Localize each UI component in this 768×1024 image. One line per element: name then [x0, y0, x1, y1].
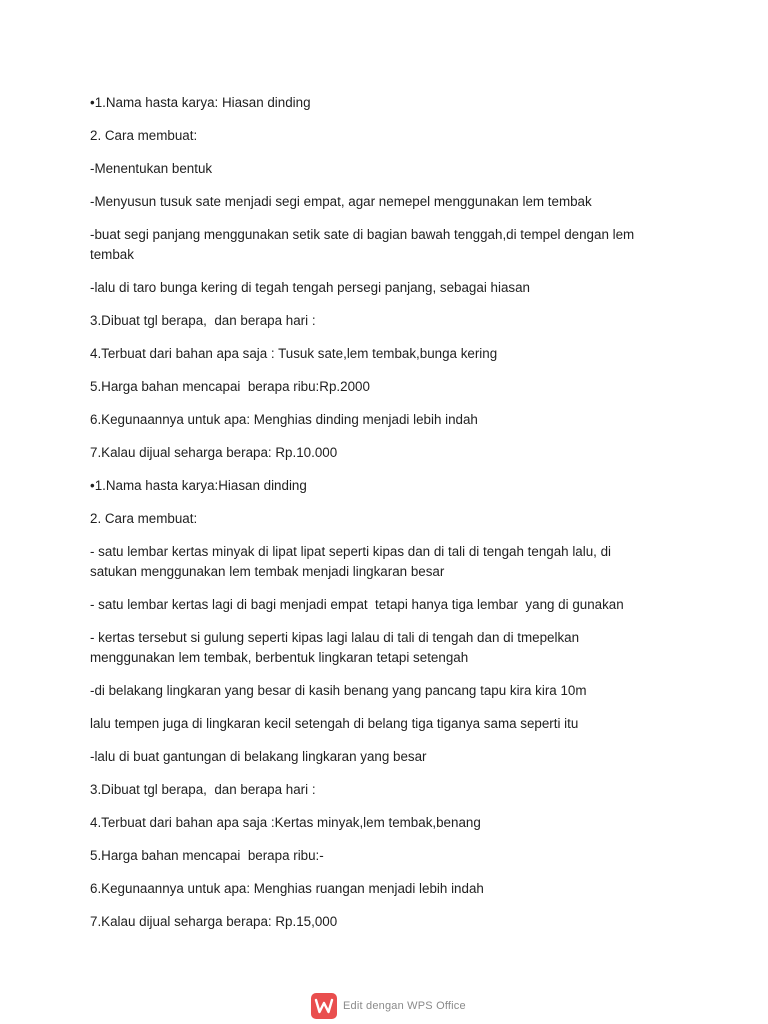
paragraph-17: -di belakang lingkaran yang besar di kasih benang yang pancang tapu kira kira 10m	[90, 683, 587, 698]
paragraph-5: -buat segi panjang menggunakan setik sate di bagian bawah tenggah,di tempel dengan lem tembak	[90, 227, 635, 262]
paragraph-18: lalu tempen juga di lingkaran kecil setengah di belang tiga tiganya sama seperti itu	[90, 716, 579, 731]
paragraph-20: 3.Dibuat tgl berapa, dan berapa hari :	[90, 782, 316, 797]
wps-office-logo-icon	[311, 993, 337, 1019]
paragraph-14: - satu lembar kertas minyak di lipat lipat seperti kipas dan di tali di tengah tengah lalu, di satukan menggunakan lem tembak menjadi lingkaran besar	[90, 544, 612, 579]
paragraph-15: - satu lembar kertas lagi di bagi menjadi empat tetapi hanya tiga lembar yang di gunakan	[90, 597, 624, 612]
paragraph-21: 4.Terbuat dari bahan apa saja :Kertas minyak,lem tembak,benang	[90, 815, 481, 830]
paragraph-19: -lalu di buat gantungan di belakang lingkaran yang besar	[90, 749, 427, 764]
paragraph-3: -Menentukan bentuk	[90, 161, 213, 176]
paragraph-24: 7.Kalau dijual seharga berapa: Rp.15,000	[90, 914, 338, 929]
paragraph-2: 2. Cara membuat:	[90, 128, 198, 143]
paragraph-11: 7.Kalau dijual seharga berapa: Rp.10.000	[90, 445, 338, 460]
paragraph-9: 5.Harga bahan mencapai berapa ribu:Rp.2000	[90, 379, 370, 394]
document-body	[90, 93, 680, 945]
paragraph-12: •1.Nama hasta karya:Hiasan dinding	[90, 478, 307, 493]
paragraph-4: -Menyusun tusuk sate menjadi segi empat, agar nemepel menggunakan lem tembak	[90, 194, 592, 209]
paragraph-13: 2. Cara membuat:	[90, 511, 198, 526]
wps-footer[interactable]	[311, 993, 466, 1019]
paragraph-16: - kertas tersebut si gulung seperti kipas lagi lalau di tali di tengah dan di tmepelkan menggunakan lem tembak, berbentuk lingkaran tetapi setengah	[90, 630, 580, 665]
paragraph-10: 6.Kegunaannya untuk apa: Menghias dinding menjadi lebih indah	[90, 412, 478, 427]
footer-edit-text: Edit dengan WPS Office	[343, 1000, 466, 1012]
paragraph-22: 5.Harga bahan mencapai berapa ribu:-	[90, 848, 324, 863]
paragraph-1: •1.Nama hasta karya: Hiasan dinding	[90, 95, 311, 110]
paragraph-6: -lalu di taro bunga kering di tegah tengah persegi panjang, sebagai hiasan	[90, 280, 530, 295]
paragraph-23: 6.Kegunaannya untuk apa: Menghias ruangan menjadi lebih indah	[90, 881, 484, 896]
paragraph-8: 4.Terbuat dari bahan apa saja : Tusuk sate,lem tembak,bunga kering	[90, 346, 498, 361]
paragraph-7: 3.Dibuat tgl berapa, dan berapa hari :	[90, 313, 316, 328]
